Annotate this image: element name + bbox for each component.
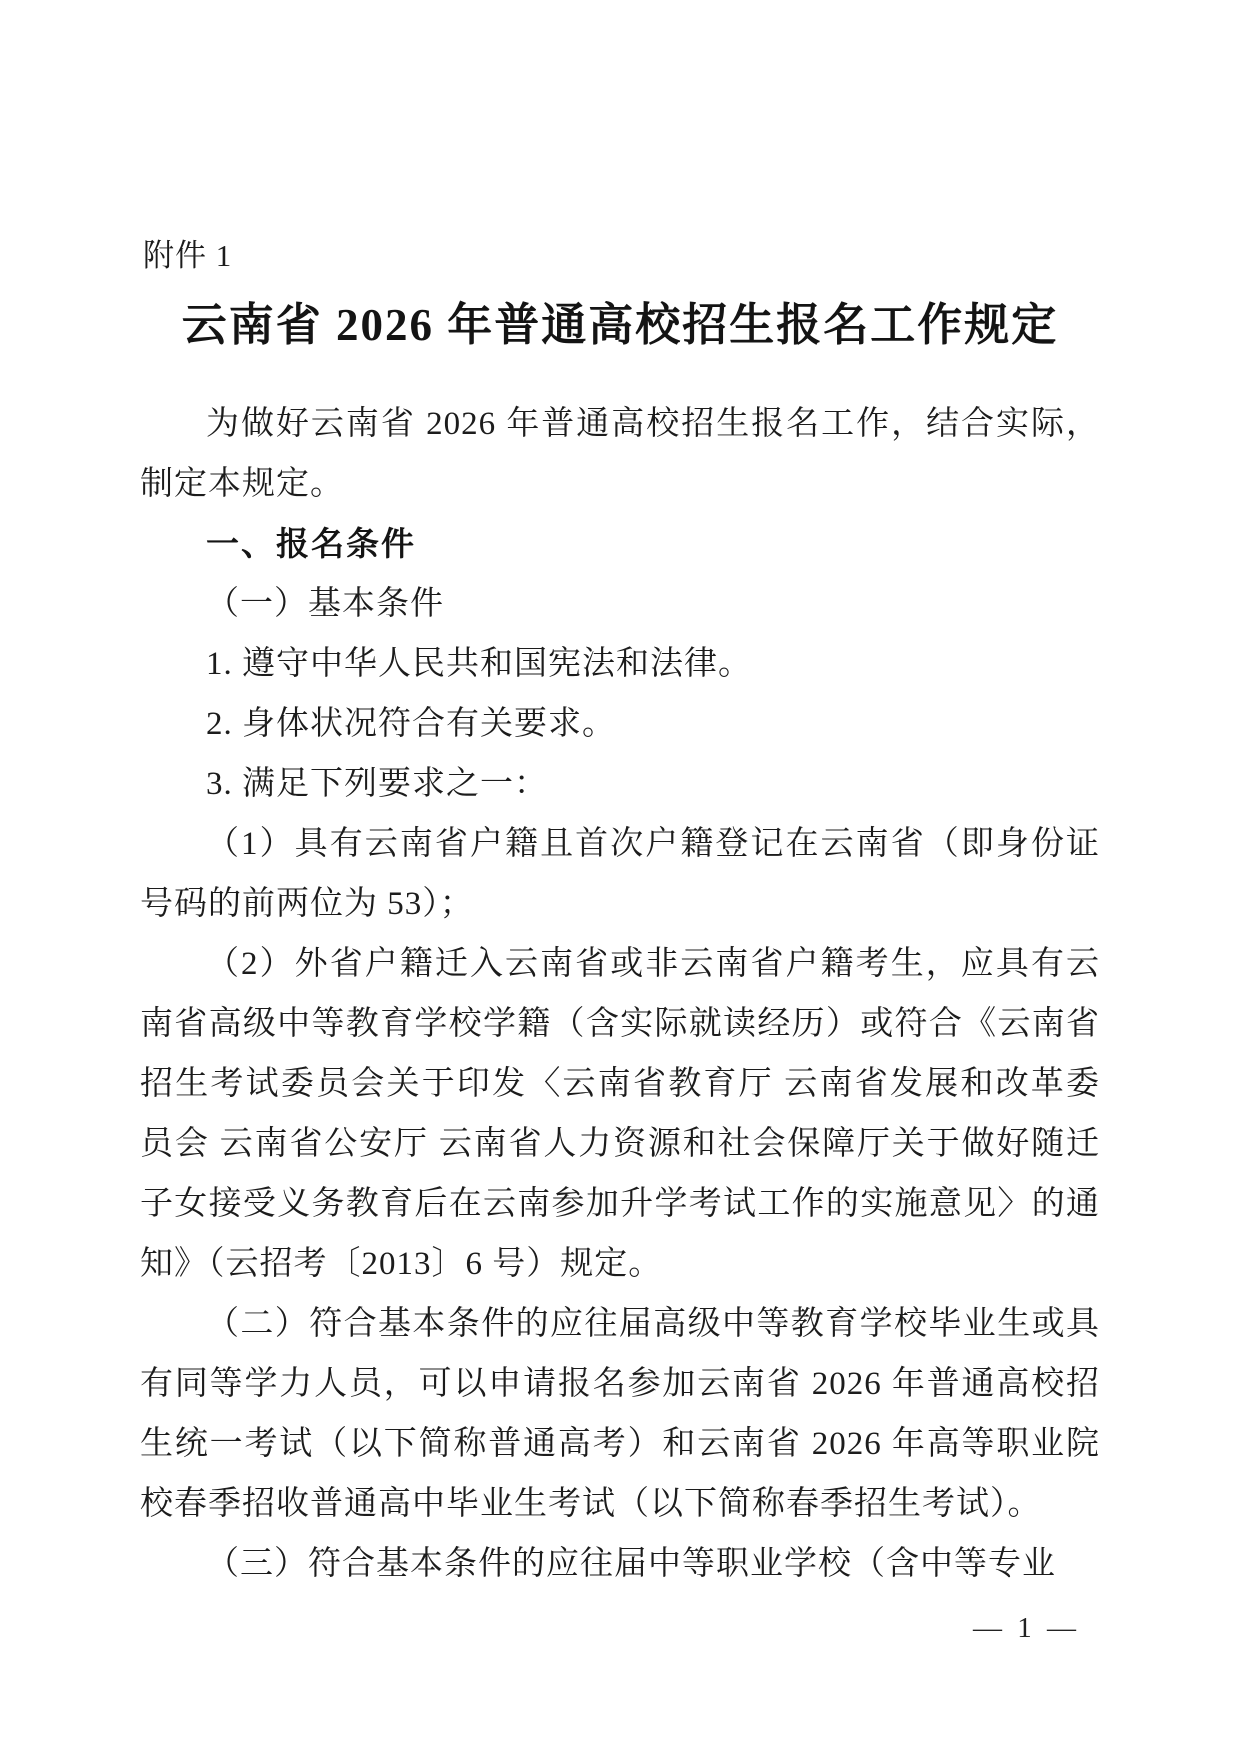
- condition-item-3-sub-1: （1）具有云南省户籍且首次户籍登记在云南省（即身份证号码的前两位为 53）；: [140, 826, 1100, 922]
- condition-item-1: 1. 遵守中华人民共和国宪法和法律。: [206, 646, 752, 682]
- condition-item-2: 2. 身体状况符合有关要求。: [206, 706, 616, 742]
- attachment-label: 附件 1: [143, 238, 233, 273]
- subsection-3-paragraph-truncated: （三）符合基本条件的应往届中等职业学校（含中等专业: [206, 1546, 1056, 1582]
- subsection-2-paragraph: （二）符合基本条件的应往届高级中等教育学校毕业生或具有同等学力人员，可以申请报名参加云南省 2026 年普通高校招生统一考试（以下简称普通高考）和云南省 2026 年高等职业院校春季招收普通高中毕业生考试（以下简称春季招生考试）。: [140, 1306, 1101, 1522]
- condition-item-3: 3. 满足下列要求之一：: [206, 766, 548, 802]
- condition-item-3-sub-2: （2）外省户籍迁入云南省或非云南省户籍考生，应具有云南省高级中等教育学校学籍（含实际就读经历）或符合《云南省招生考试委员会关于印发〈云南省教育厅 云南省发展和改革委员会 云南省公安厅 云南省人力资源和社会保障厅关于做好随迁子女接受义务教育后在云南参加升学考试工作的实施意见〉的通知》（云招考〔2013〕6 号）规定。: [140, 946, 1100, 1282]
- document-title: 云南省 2026 年普通高校招生报名工作规定: [181, 300, 1059, 350]
- document-body: [140, 394, 1100, 1594]
- intro-paragraph: 为做好云南省 2026 年普通高校招生报名工作，结合实际，制定本规定。: [140, 406, 1100, 502]
- subsection-1-basic-conditions-heading: （一）基本条件: [206, 586, 444, 622]
- section-1-heading: 一、报名条件: [206, 525, 416, 562]
- page-number: — 1 —: [973, 1612, 1080, 1644]
